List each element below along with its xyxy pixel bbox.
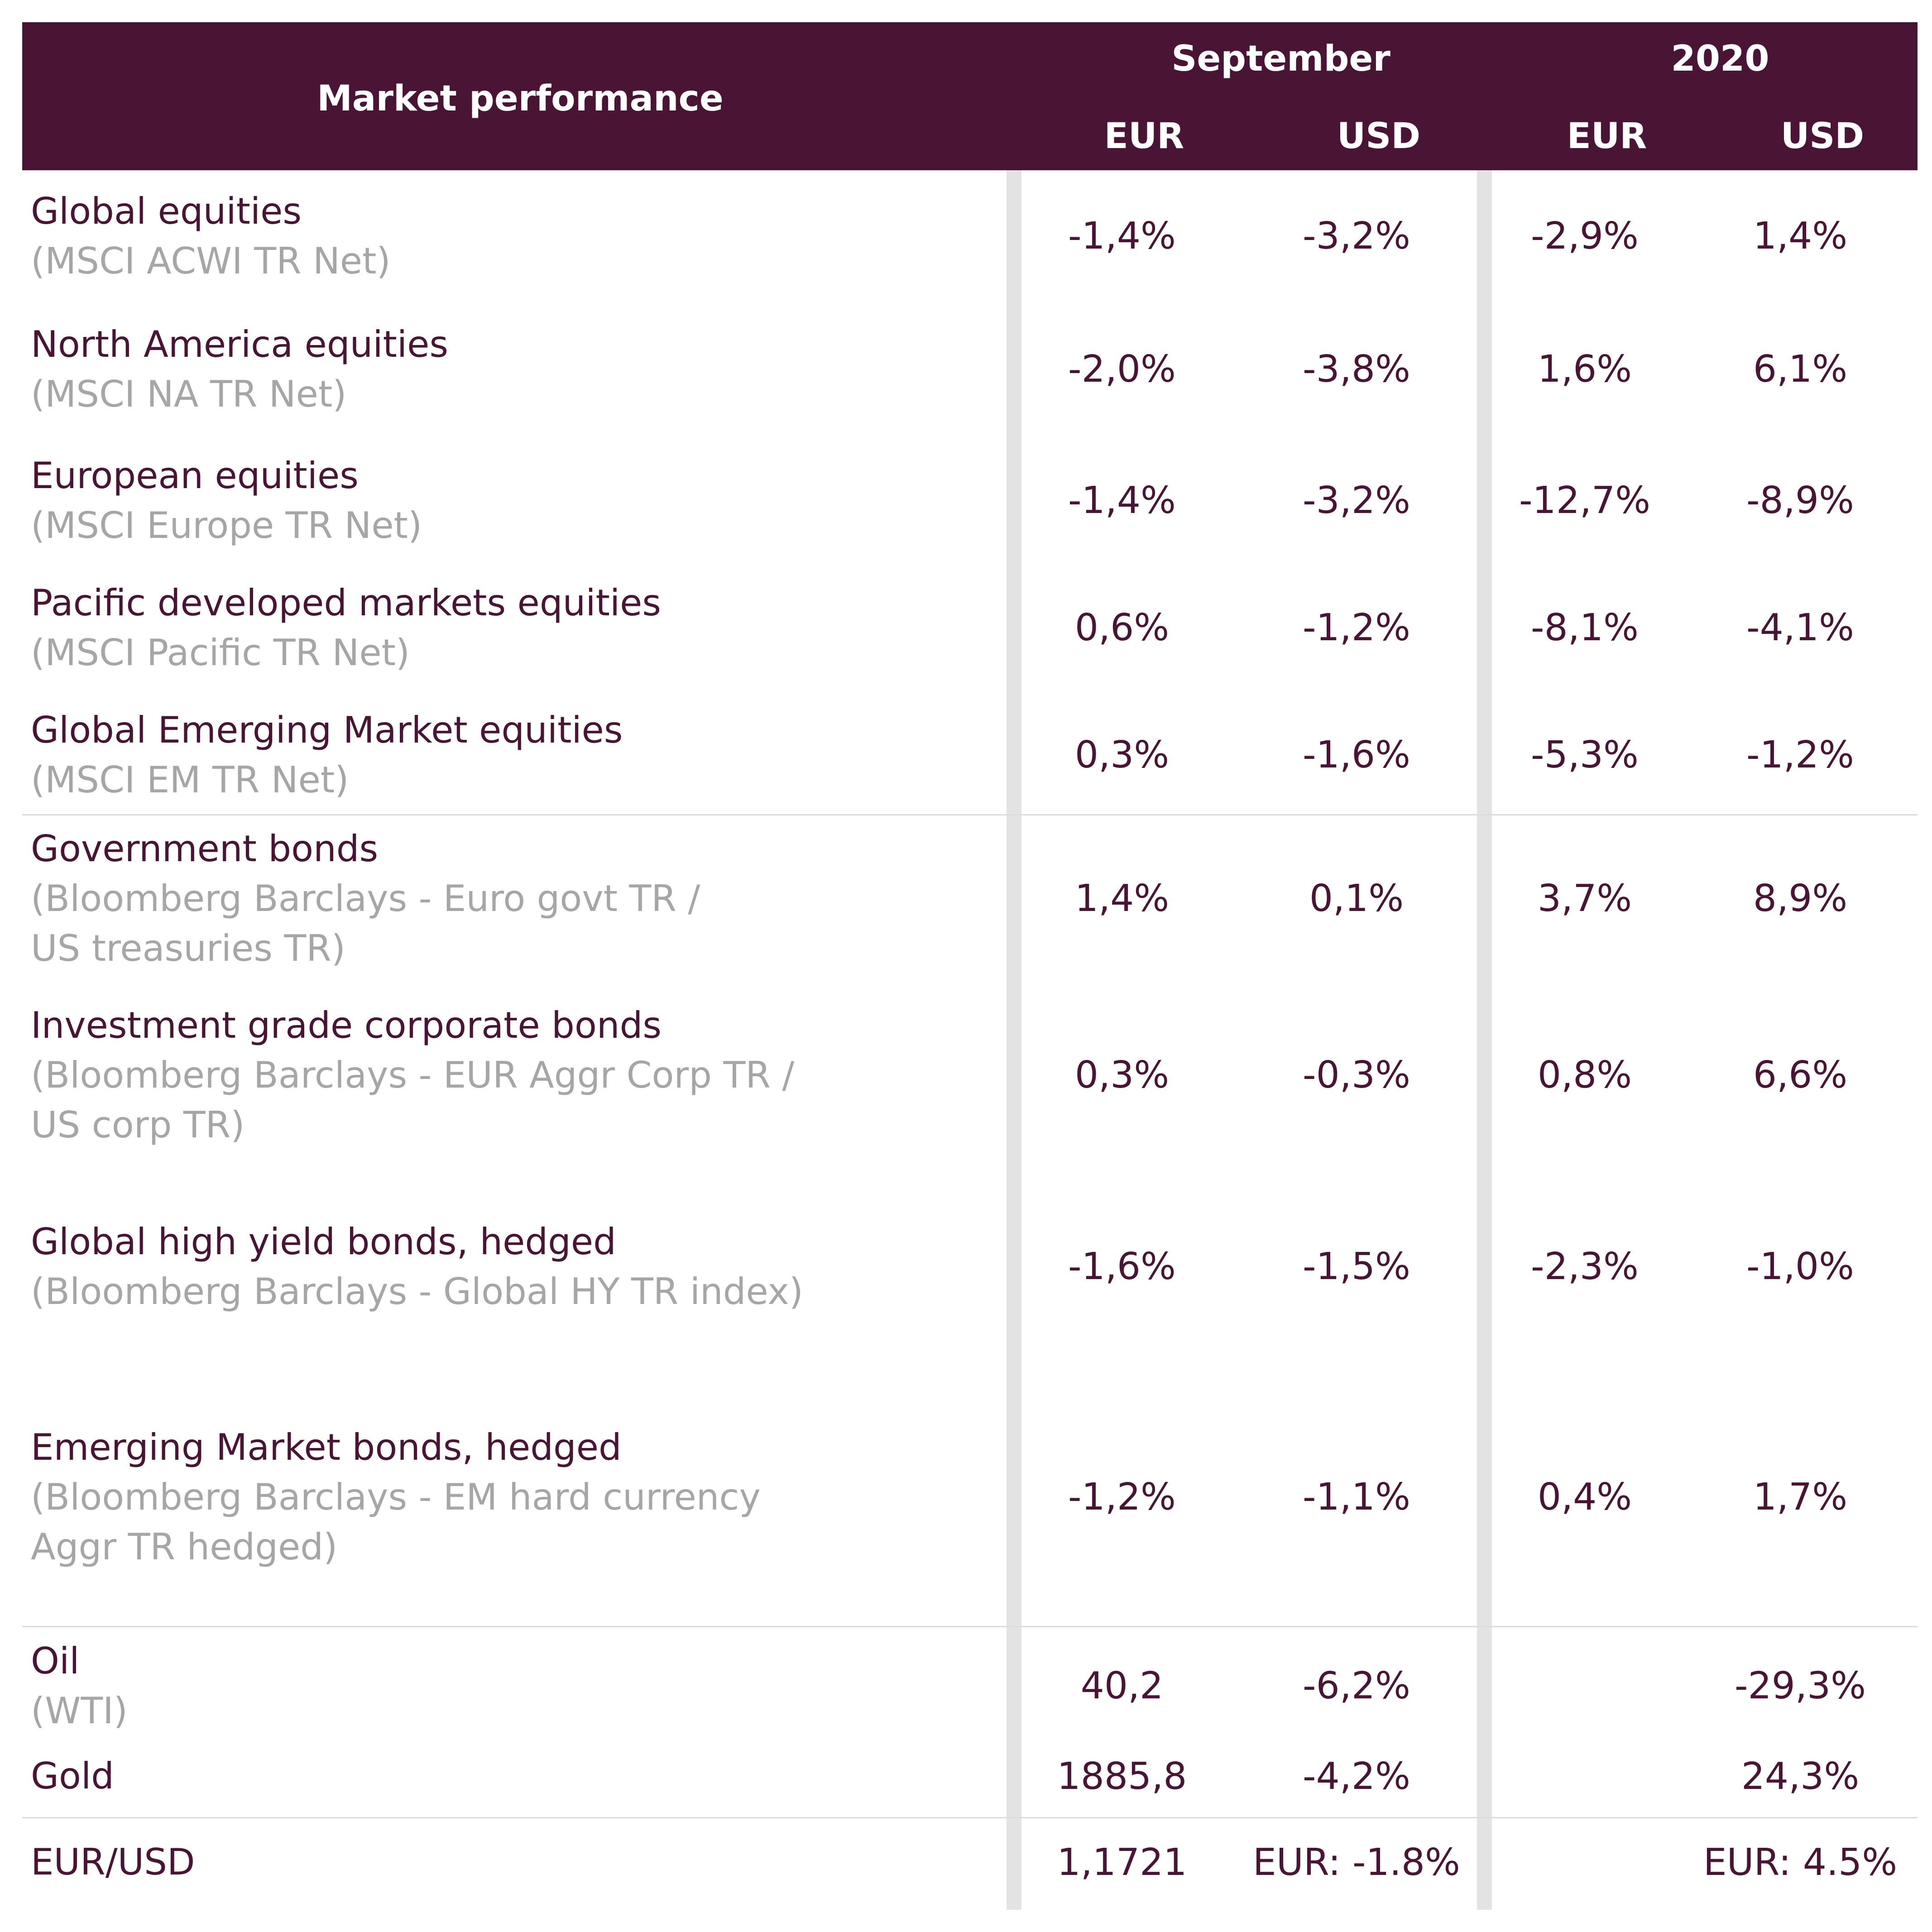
cell-sep-usd: -1,5% [1303, 1245, 1410, 1288]
cell-sep-eur: 0,6% [1074, 606, 1170, 649]
cell-2020-usd: 6,1% [1753, 348, 1848, 391]
cell-sep-usd: -3,8% [1303, 348, 1410, 391]
cell-2020-usd: -8,9% [1746, 479, 1854, 522]
row-index: (Bloomberg Barclays - EUR Aggr Corp TR / US corp TR) [31, 1054, 795, 1146]
header-currency-eur: EUR [1104, 116, 1184, 157]
row-name: Global equities [31, 190, 302, 232]
cell-2020-eur: 3,7% [1537, 877, 1632, 920]
cell-2020-eur: 1,6% [1537, 348, 1632, 391]
cell-sep-usd: EUR: -1.8% [1253, 1841, 1460, 1884]
cell-sep-usd: -1,6% [1303, 733, 1410, 777]
cell-2020-eur: -2,9% [1531, 215, 1639, 258]
cell-2020-eur: -8,1% [1531, 606, 1639, 649]
row-index: (MSCI Pacific TR Net) [31, 632, 410, 674]
row-name: North America equities [31, 323, 449, 365]
row-index: (MSCI ACWI TR Net) [31, 240, 391, 282]
row-name: Government bonds [31, 828, 379, 870]
header-title: Market performance [317, 78, 724, 119]
row-index: (Bloomberg Barclays - Global HY TR index) [31, 1270, 803, 1313]
header-currency-eur: EUR [1567, 116, 1647, 157]
row-name: EUR/USD [31, 1841, 195, 1883]
cell-sep-eur: 0,3% [1074, 733, 1170, 777]
cell-2020-eur: -2,3% [1531, 1245, 1639, 1288]
cell-2020-eur: -5,3% [1531, 733, 1639, 777]
cell-sep-eur: 40,2 [1080, 1664, 1164, 1707]
cell-sep-usd: -4,2% [1303, 1755, 1410, 1798]
row-index: (MSCI EM TR Net) [31, 759, 349, 801]
row-name: Oil [31, 1640, 80, 1682]
cell-sep-usd: -3,2% [1303, 479, 1410, 522]
cell-2020-usd: 6,6% [1753, 1054, 1848, 1097]
cell-2020-usd: -1,0% [1746, 1245, 1854, 1288]
cell-sep-eur: 0,3% [1074, 1054, 1170, 1097]
cell-2020-eur: 0,4% [1537, 1476, 1632, 1519]
column-separator [1007, 170, 1021, 1910]
cell-sep-eur: 1,1721 [1057, 1841, 1187, 1884]
section-divider [22, 1817, 1918, 1818]
cell-2020-eur: 0,8% [1537, 1054, 1632, 1097]
header-currency-usd: USD [1337, 116, 1421, 157]
row-index: (Bloomberg Barclays - EM hard currency Aggr TR hedged) [31, 1476, 761, 1568]
cell-sep-usd: -0,3% [1303, 1054, 1410, 1097]
cell-2020-usd: 1,4% [1753, 215, 1848, 258]
cell-sep-usd: -3,2% [1303, 215, 1410, 258]
cell-sep-usd: -1,1% [1303, 1476, 1410, 1519]
header-group-september: September [1171, 38, 1390, 79]
section-divider [22, 814, 1918, 815]
cell-sep-eur: -1,6% [1068, 1245, 1176, 1288]
cell-2020-usd: -29,3% [1734, 1664, 1866, 1707]
row-name: Investment grade corporate bonds [31, 1004, 662, 1046]
row-name: European equities [31, 455, 359, 497]
cell-sep-eur: 1,4% [1074, 877, 1170, 920]
cell-sep-eur: -1,4% [1068, 215, 1176, 258]
cell-sep-eur: -2,0% [1068, 348, 1176, 391]
cell-sep-usd: 0,1% [1309, 877, 1404, 920]
row-name: Global high yield bonds, hedged [31, 1221, 616, 1263]
cell-2020-usd: 8,9% [1753, 877, 1848, 920]
cell-2020-usd: EUR: 4.5% [1703, 1841, 1898, 1884]
column-separator [1477, 170, 1492, 1910]
cell-sep-eur: -1,4% [1068, 479, 1176, 522]
row-name: Global Emerging Market equities [31, 709, 623, 751]
cell-sep-eur: -1,2% [1068, 1476, 1176, 1519]
row-index: (MSCI NA TR Net) [31, 373, 347, 415]
row-name: Gold [31, 1755, 114, 1797]
row-index: (WTI) [31, 1690, 128, 1732]
section-divider [22, 1626, 1918, 1627]
cell-sep-usd: -6,2% [1303, 1664, 1410, 1707]
cell-2020-usd: -1,2% [1746, 733, 1854, 777]
cell-2020-eur: -12,7% [1519, 479, 1651, 522]
cell-2020-usd: 24,3% [1741, 1755, 1860, 1798]
table-header [22, 22, 1918, 170]
header-group-2020: 2020 [1671, 38, 1769, 79]
row-name: Emerging Market bonds, hedged [31, 1426, 622, 1468]
row-name: Pacific developed markets equities [31, 582, 662, 624]
cell-2020-usd: 1,7% [1753, 1476, 1848, 1519]
row-index: (Bloomberg Barclays - Euro govt TR / US treasuries TR) [31, 877, 700, 969]
cell-sep-usd: -1,2% [1303, 606, 1410, 649]
cell-sep-eur: 1885,8 [1057, 1755, 1187, 1798]
row-index: (MSCI Europe TR Net) [31, 504, 422, 547]
header-currency-usd: USD [1780, 116, 1865, 157]
cell-2020-usd: -4,1% [1746, 606, 1854, 649]
